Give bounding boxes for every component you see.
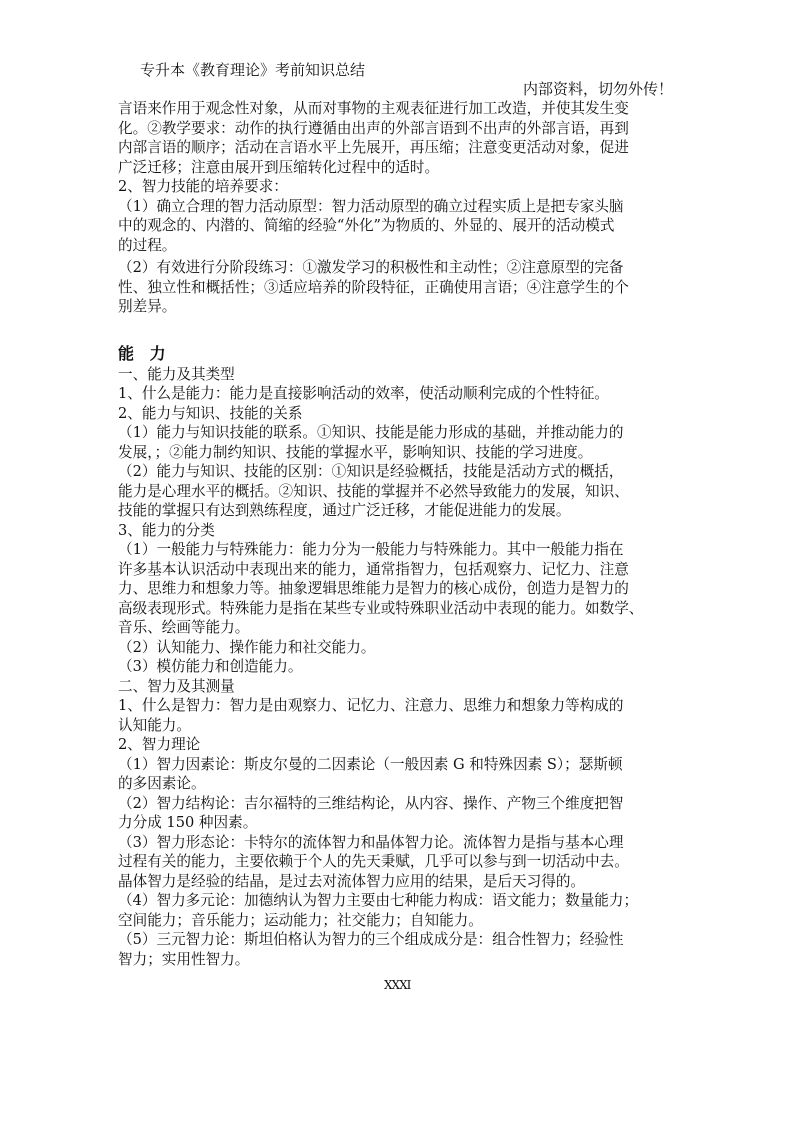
text-line: 许多基本认识活动中表现出来的能力，通常指智力，包括观察力、记忆力、注意 bbox=[118, 560, 629, 578]
text-line: 的过程。 bbox=[118, 236, 177, 254]
text-line: （1）一般能力与特殊能力：能力分为一般能力与特殊能力。其中一般能力指在 bbox=[118, 541, 624, 558]
text-line: 高级表现形式。特殊能力是指在某些专业或特殊职业活动中表现的能力。如数学、 bbox=[118, 599, 644, 617]
text-line: 化。②教学要求：动作的执行遵循由出声的外部言语到不出声的外部言语，再到 bbox=[118, 119, 629, 137]
text-line: （3）智力形态论：卡特尔的流体智力和晶体智力论。流体智力是指与基本心理 bbox=[118, 833, 624, 851]
text-line: （1）确立合理的智力活动原型：智力活动原型的确立过程实质上是把专家头脑 bbox=[118, 197, 624, 215]
text-line: （4）智力多元论：加德纳认为智力主要由七种能力构成：语文能力；数量能力； bbox=[118, 892, 639, 909]
text-line: 2、智力技能的培养要求： bbox=[118, 178, 288, 195]
header-note: 内部资料，切勿外传！ bbox=[523, 80, 674, 98]
text-line: 广泛迁移；注意由展开到压缩转化过程中的适时。 bbox=[118, 158, 440, 176]
text-line: 性、独立性和概括性；③适应培养的阶段特征，正确使用言语；④注意学生的个 bbox=[118, 278, 629, 296]
text-line: 认知能力。 bbox=[118, 716, 191, 734]
text-line: 能力是心理水平的概括。②知识、技能的掌握并不必然导致能力的发展，知识、 bbox=[118, 482, 629, 500]
text-line: 空间能力；音乐能力；运动能力；社交能力；自知能力。 bbox=[118, 911, 483, 929]
text-line: （2）有效进行分阶段练习：①激发学习的积极性和主动性；②注意原型的完备 bbox=[118, 259, 624, 276]
text-line: 一、能力及其类型 bbox=[118, 365, 235, 383]
text-line: 智力；实用性智力。 bbox=[118, 950, 250, 968]
text-line: 二、智力及其测量 bbox=[118, 677, 235, 695]
text-line: 内部言语的顺序；活动在言语水平上先展开，再压缩；注意变更活动对象，促进 bbox=[118, 139, 629, 156]
text-line: 1、什么是智力：智力是由观察力、记忆力、注意力、思维力和想象力等构成的 bbox=[118, 697, 624, 714]
text-line: 技能的掌握只有达到熟练程度，通过广泛迁移，才能促进能力的发展。 bbox=[118, 502, 571, 519]
text-line: 过程有关的能力，主要依赖于个人的先天秉赋，几乎可以参与到一切活动中去。 bbox=[118, 853, 629, 870]
text-line: （2）智力结构论：吉尔福特的三维结构论，从内容、操作、产物三个维度把智 bbox=[118, 794, 624, 812]
text-line: （1）智力因素论：斯皮尔曼的二因素论（一般因素 G 和特殊因素 S）；瑟斯顿 bbox=[118, 755, 623, 773]
text-line: 3、能力的分类 bbox=[118, 521, 215, 539]
text-line: 的多因素论。 bbox=[118, 775, 206, 792]
text-line: 晶体智力是经验的结晶，是过去对流体智力应用的结果，是后天习得的。 bbox=[118, 872, 586, 890]
text-line: 别差异。 bbox=[118, 298, 177, 315]
text-line: 言语来作用于观念性对象，从而对事物的主观表征进行加工改造，并使其发生变 bbox=[118, 100, 629, 117]
text-line: （3）模仿能力和创造能力。 bbox=[118, 658, 303, 675]
text-line: （2）能力与知识、技能的区别：①知识是经验概括，技能是活动方式的概括， bbox=[118, 463, 624, 480]
page-number: XXXI bbox=[384, 978, 411, 992]
text-line: 音乐、绘画等能力。 bbox=[118, 619, 250, 636]
text-line: 2、智力理论 bbox=[118, 736, 201, 753]
text-line: （2）认知能力、操作能力和社交能力。 bbox=[118, 638, 376, 656]
text-line: 1、什么是能力：能力是直接影响活动的效率，使活动顺利完成的个性特征。 bbox=[118, 385, 609, 402]
text-line: 发展，；②能力制约知识、技能的掌握水平，影响知识、技能的学习进度。 bbox=[118, 443, 593, 461]
section-heading: 能 力 bbox=[118, 343, 171, 363]
text-line: 2、能力与知识、技能的关系 bbox=[118, 404, 303, 422]
text-line: 中的观念的、内潜的、简缩的经验“外化”为物质的、外显的、展开的活动模式 bbox=[118, 217, 615, 234]
header-title: 专升本《教育理论》考前知识总结 bbox=[140, 61, 366, 79]
text-line: 力分成 150 种因素。 bbox=[118, 814, 258, 831]
body-text bbox=[118, 99, 684, 969]
text-line: 力、思维力和想象力等。抽象逻辑思维能力是智力的核心成份，创造力是智力的 bbox=[118, 580, 629, 597]
text-line: （1）能力与知识技能的联系。①知识、技能是能力形成的基础，并推动能力的 bbox=[118, 424, 624, 441]
text-line: （5）三元智力论：斯坦伯格认为智力的三个组成成分是：组合性智力；经验性 bbox=[118, 931, 624, 948]
